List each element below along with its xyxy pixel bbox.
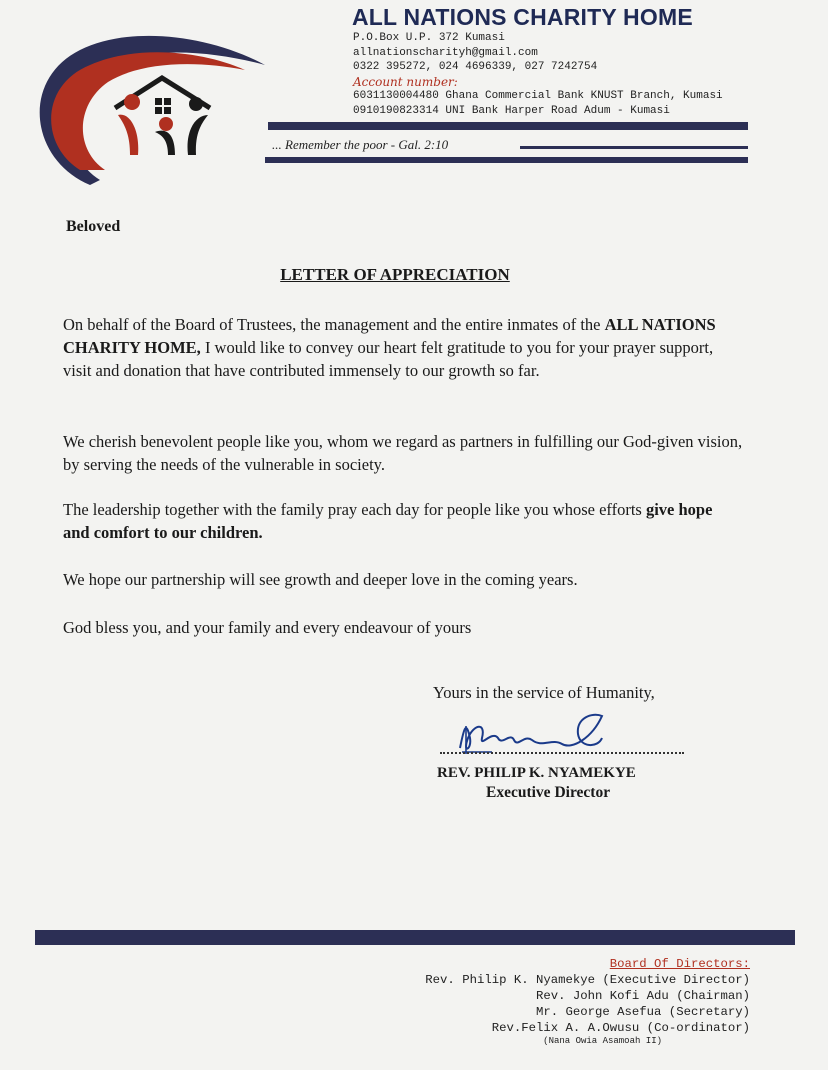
postal-address: P.O.Box U.P. 372 Kumasi	[353, 32, 505, 44]
paragraph-gratitude	[63, 313, 743, 382]
account-number-2: 0910190823314 UNI Bank Harper Road Adum - Kumasi	[353, 104, 670, 117]
paragraph-text: On behalf of the Board of Trustees, the management and the entire inmates of the	[63, 315, 605, 334]
motto-rule	[520, 146, 748, 149]
board-member: Rev. John Kofi Adu (Chairman)	[535, 989, 750, 1003]
house-family-logo-icon	[20, 20, 280, 195]
account-number-1: 6031130004480 Ghana Commercial Bank KNUST Branch, Kumasi	[353, 90, 723, 102]
closing-line: Yours in the service of Humanity,	[433, 683, 655, 702]
signer-role: Executive Director	[486, 784, 611, 801]
paragraph-blessing: God bless you, and your family and every endeavour of yours	[63, 618, 472, 637]
paragraph-partners: We cherish benevolent people like you, whom we regard as partners in fulfilling our God-given vision, by serving the needs of the vulnerable in society.	[63, 432, 743, 474]
board-member: Rev. Philip K. Nyamekye (Executive Director)	[425, 973, 750, 987]
email-address: allnationscharityh@gmail.com	[353, 46, 538, 59]
paragraph-partnership: We hope our partnership will see growth and deeper love in the coming years.	[63, 570, 578, 589]
letter-title: LETTER OF APPRECIATION	[280, 265, 510, 284]
phone-numbers: 0322 395272, 024 4696339, 027 7242754	[353, 61, 598, 73]
paragraph-prayer	[63, 498, 743, 544]
salutation: Beloved	[66, 218, 121, 235]
board-member: Rev.Felix A. A.Owusu (Co-ordinator)	[491, 1021, 750, 1035]
paragraph-text: The leadership together with the family pray each day for people like you whose efforts	[63, 500, 646, 519]
organization-name-bold: ALL NATIONS CHARITY HOME,	[63, 315, 716, 357]
board-member-note: (Nana Owia Asamoah II)	[543, 1036, 662, 1046]
header-underline	[265, 157, 748, 163]
signer-name: REV. PHILIP K. NYAMEKYE	[437, 765, 636, 781]
header-rule	[268, 122, 748, 130]
organization-name: ALL NATIONS CHARITY HOME	[352, 4, 693, 30]
contact-details	[353, 31, 723, 118]
account-label: Account number:	[353, 74, 458, 89]
footer-bar	[35, 930, 795, 945]
board-member: Mr. George Asefua (Secretary)	[535, 1005, 750, 1019]
motto: ... Remember the poor - Gal. 2:10	[272, 137, 449, 152]
board-title: Board Of Directors:	[609, 957, 750, 971]
paragraph-text: I would like to convey our heart felt gratitude to you for your prayer support, visit and donation that have contributed immensely to our growth so far.	[63, 338, 714, 380]
charity-logo	[20, 20, 280, 195]
signature-line	[440, 752, 684, 754]
paragraph-text-bold: give hope and comfort to our children.	[63, 500, 713, 542]
board-of-directors	[425, 956, 750, 1047]
